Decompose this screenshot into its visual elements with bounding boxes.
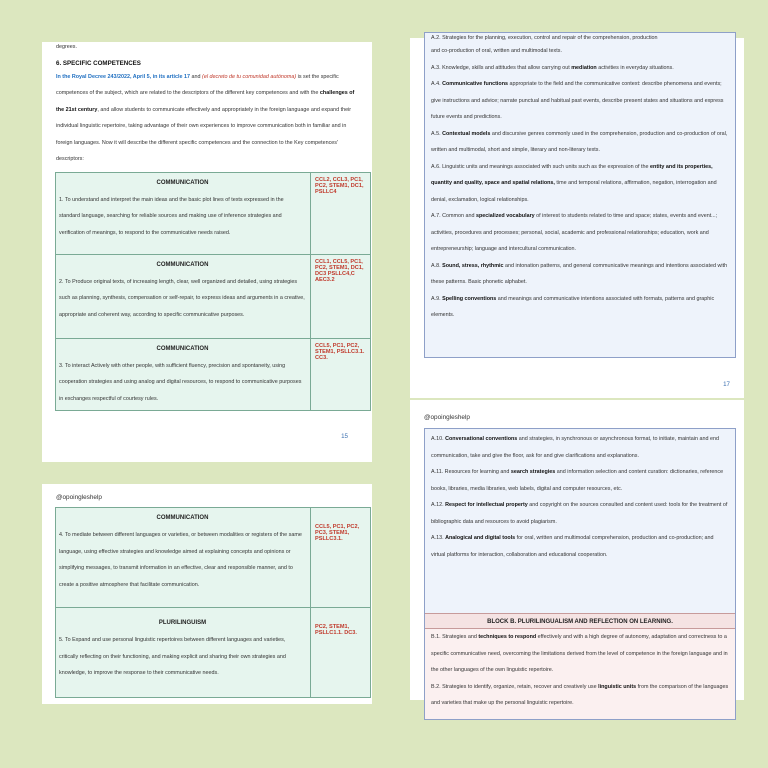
contents-box [424, 32, 736, 358]
competence-cell [56, 338, 311, 410]
item-text: and meanings and communicative intentions associated with formats, patterns and graphic elements. [431, 295, 715, 318]
table-row [56, 608, 371, 698]
item-text: and co-production of oral, written and multimodal texts. [431, 48, 562, 54]
item-text: of interest to students related to time and space; states, events and event...; activities, procedures and processes; personal, social, academic and professional relationships; education, work and entrepreneurship; language and intercultural communication. [431, 213, 718, 252]
document-page-17 [410, 35, 744, 398]
descriptor-codes: CCL2, CCL3, PC1, PC2, STEM1, DC1, PSLLC4 [311, 172, 371, 254]
item-text: and copyright on the sources consulted and content used: tools for the treatment of bibliographic data and resources to avoid plagiarism. [431, 502, 728, 525]
document-page-15 [42, 42, 372, 462]
item-text: activities in everyday situations. [596, 64, 674, 71]
competence-cell [56, 254, 311, 338]
contents-list [425, 43, 735, 324]
section-heading: 6. SPECIFIC COMPETENCES [56, 59, 141, 67]
competence-text: 5. To Expand and use personal linguistic repertoires between different languages and varieties, critically reflecting on their functioning, and making explicit and sharing their own strategies and knowledge, to improve the response to their communicative needs. [59, 637, 286, 676]
item-text: B.1. Strategies and [431, 634, 479, 640]
intro-paragraph [42, 69, 372, 168]
item-text: and strategies, in synchronous or asynchronous format, to initiate, maintain and end communication, take and give the floor, ask for and give clarifications and explanations. [431, 436, 719, 459]
item-text: A.8. [431, 262, 443, 269]
list-item [425, 629, 735, 679]
descriptor-codes: PC2, STEM1, PSLLC1.1. DC3. [311, 608, 371, 698]
item-text: effectively and with a high degree of autonomy, adaptation and correctness to a specific communicative need, overcoming the limitations derived from the level of competence in the foreign language and in the other languages of the own linguistic repertoire. [431, 634, 728, 673]
competence-cell [56, 172, 311, 254]
list-item [425, 530, 735, 563]
competence-text: 1. To understand and interpret the main ideas and the basic plot lines of texts expressed in the standard language, searching for reliable sources and making use of inference strategies and verification of meanings, to respond to the communicative needs raised. [59, 196, 284, 236]
top-text: degrees. [56, 44, 77, 50]
competence-category: COMMUNICATION [156, 261, 209, 268]
competence-text: 2. To Produce original texts, of increasing length, clear, well organized and detailed, using strategies such as planning, synthesis, compensation or self-repair, to express ideas and arguments in a creative, appropriate and coherent way, according to specific communicative purposes. [59, 278, 305, 318]
list-item [425, 464, 735, 497]
page-number: 15 [341, 433, 348, 440]
item-bold-text: Contextual models [442, 130, 491, 137]
descriptor-codes: CCL5, PC1, PC2, STEM1, PSLLC3.1. CC3. [311, 338, 371, 410]
list-item [425, 43, 735, 60]
intro-regional: (el decreto de tu comunidad autónoma) [202, 73, 297, 80]
item-bold-text: Spelling conventions [442, 295, 497, 302]
table-row [56, 254, 371, 338]
item-text: A.5. [431, 130, 443, 137]
item-bold-text: Conversational conventions [445, 436, 518, 442]
competence-category: COMMUNICATION [156, 345, 209, 352]
item-bold-text: Communicative functions [442, 81, 508, 87]
intro-text-1: is set the specific competences of the subject, which are related to the descriptors of the different key competences and with the [56, 73, 339, 96]
item-bold-text: specialized vocabulary [475, 213, 535, 219]
item-text: B.2. Strategies to identify, organize, retain, recover and creatively use [431, 683, 599, 690]
item-text: A.11. Resources for learning and [431, 469, 511, 475]
competence-cell [56, 608, 311, 698]
table-row [56, 338, 371, 410]
competence-text: 3. To interact Actively with other people, with sufficient fluency, precision and spontaneity, using cooperation strategies and using analog and digital resources, to respond to communicative purposes in exchanges respectful of courtesy rules. [59, 362, 302, 402]
item-text: and information selection and content curation: dictionaries, reference books, libraries, media libraries, web labels, digital and computer resources, etc. [431, 469, 724, 492]
descriptor-codes: CCL1, CCL5, PC1, PC2, STEM1, DC1, DC3 PSLLC4,C AEC3.2 [311, 254, 371, 338]
list-item [425, 76, 735, 126]
document-page-16 [42, 484, 372, 704]
list-item [425, 159, 735, 209]
table-row [56, 508, 371, 608]
page-number: 17 [723, 381, 730, 388]
item-text: A.13. [431, 535, 446, 541]
item-text: A.3. Knowledge, skills and attitudes that allow carrying out [431, 64, 572, 71]
item-bold-text: entity and its properties, quantity and quality, space and spatial relations, [431, 163, 713, 186]
list-item [425, 291, 735, 324]
descriptor-codes: CCL5, PC1, PC2, PC3, STEM1, PSLLC3.1. [311, 508, 371, 608]
block-b-title: BLOCK B. PLURILINGUALISM AND REFLECTION ON LEARNING. [425, 613, 735, 629]
item-text: from the comparison of the languages and varieties that make up the personal linguistic repertoire. [431, 683, 729, 706]
item-bold-text: search strategies [510, 469, 556, 475]
item-text: A.12. [431, 502, 446, 508]
item-text: A.7. Common and [431, 213, 476, 219]
document-page-18 [410, 400, 744, 706]
list-item [425, 60, 735, 77]
item-text: for oral, written and multimodal comprehension, production and co-production; and virtual platforms for interaction, collaboration and educational cooperation. [431, 535, 714, 558]
item-text: and intonation patterns, and general communicative meanings and intentions associated with these patterns. Basic phonetic alphabet. [431, 262, 728, 285]
contents-box [424, 428, 736, 720]
item-text: appropriate to the field and the communicative context: describe phenomena and events; give instructions and advice; narrate punctual and habitual past events, describe present states and situations and express future events and predictions. [431, 81, 724, 120]
competences-table [55, 507, 371, 698]
item-bold-text: Respect for intellectual property [445, 502, 528, 508]
contents-list [425, 431, 735, 563]
competence-cell [56, 508, 311, 608]
item-bold-text: Analogical and digital tools [445, 535, 516, 541]
item-text: A.4. [431, 81, 443, 87]
list-item [425, 497, 735, 530]
item-text: A.9. [431, 295, 443, 302]
item-text: A.6. Linguistic units and meanings associated with such units such as the expression of the [431, 163, 651, 170]
list-item [425, 431, 735, 464]
list-item [425, 208, 735, 258]
item-bold-text: techniques to respond [478, 634, 537, 640]
item-text: time and temporal relations, affirmation, negation, interrogation and denial, exclamation, logical relationships. [431, 180, 717, 203]
intro-bold: challenges of the 21st century [56, 90, 355, 113]
block-b-section [425, 629, 735, 719]
list-item [425, 258, 735, 291]
author-handle: @opoingleshelp [424, 414, 470, 421]
block-b-list [425, 629, 735, 712]
intro-decree: In the Royal Decree 243/2022, April 5, in its article 17 [56, 73, 191, 80]
competence-text: 4. To mediate between different languages or varieties, or between modalities or registers of the same language, using effective strategies and knowledge aimed at explaining concepts and opinions or simplifying messages, to transmit information in an effective, clear and responsible manner, and to create a positive atmosphere that facilitate communication. [59, 532, 302, 588]
competence-category: PLURILINGUISM [158, 620, 207, 626]
table-row [56, 172, 371, 254]
intro-text-2: , and allow students to communicate effectively and appropriately in the foreign language and expand their individual linguistic repertoire, taking advantage of their own experiences to improve communication both in familiar and in foreign languages. Now it will describe the different specific competences and the connection to the Key competences' descriptors: [56, 106, 352, 162]
item-bold-text: Sound, stress, rhythmic [442, 262, 504, 269]
list-item [425, 126, 735, 159]
item-text: A.10. [431, 436, 446, 442]
competence-category: COMMUNICATION [156, 515, 209, 521]
competences-table [55, 172, 371, 411]
item-text: and discursive genres commonly used in the comprehension, production and co-production of oral, written and multimodal, short and simple, literary and non-literary texts. [431, 130, 728, 153]
list-item [425, 679, 735, 712]
author-handle: @opoingleshelp [56, 494, 102, 501]
intro-and: and [190, 73, 203, 80]
competence-category: COMMUNICATION [156, 179, 209, 186]
item-bold-text: linguistic units [598, 683, 637, 690]
item-bold-text: mediation [571, 64, 597, 71]
cut-off-line: A.2. Strategies for the planning, execution, control and repair of the comprehension, production [431, 35, 658, 41]
